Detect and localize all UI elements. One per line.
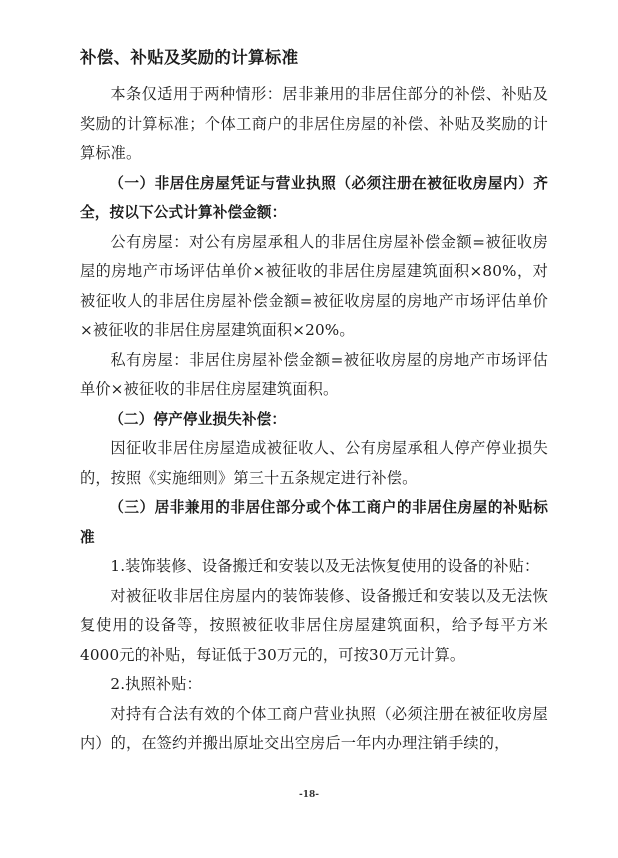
- paragraph: （二）停产停业损失补偿：: [109, 410, 287, 428]
- paragraph: 2.执照补贴：: [110, 675, 202, 693]
- document-body: [80, 80, 548, 759]
- paragraph: （三）居非兼用的非居住部分或个体工商户的非居住房屋的补贴标准: [80, 499, 548, 546]
- paragraph: 1.装饰装修、设备搬迁和安装以及无法恢复使用的设备的补贴：: [110, 557, 540, 575]
- paragraph: 对持有合法有效的个体工商户营业执照（必须注册在被征收房屋内）的，在签约并搬出原址交出空房后一年内办理注销手续的，: [80, 704, 548, 752]
- paragraph: （一）非居住房屋凭证与营业执照（必须注册在被征收房屋内）齐全，按以下公式计算补偿金额：: [80, 174, 548, 221]
- paragraph: 本条仅适用于两种情形：居非兼用的非居住部分的补偿、补贴及奖励的计算标准；个体工商户的非居住房屋的补偿、补贴及奖励的计算标准。: [80, 85, 548, 162]
- page-number: -18-: [299, 790, 319, 800]
- paragraph: 因征收非居住房屋造成被征收人、公有房屋承租人停产停业损失的，按照《实施细则》第三十五条规定进行补偿。: [80, 439, 548, 487]
- section-title: 补偿、补贴及奖励的计算标准: [80, 48, 299, 67]
- paragraph: 对被征收非居住房屋内的装饰装修、设备搬迁和安装以及无法恢复使用的设备等，按照被征收非居住房屋建筑面积，给予每平方米4000元的补贴，每证低于30万元的，可按30万元计算。: [80, 586, 548, 664]
- paragraph: 公有房屋：对公有房屋承租人的非居住房屋补偿金额=被征收房屋的房地产市场评估单价×被征收的非居住房屋建筑面积×80%，对被征收人的非居住房屋补偿金额=被征收房屋的房地产市场评估单价×被征收的非居住房屋建筑面积×20%。: [80, 232, 548, 339]
- paragraph: 私有房屋：非居住房屋补偿金额=被征收房屋的房地产市场评估单价×被征收的非居住房屋建筑面积。: [80, 350, 548, 398]
